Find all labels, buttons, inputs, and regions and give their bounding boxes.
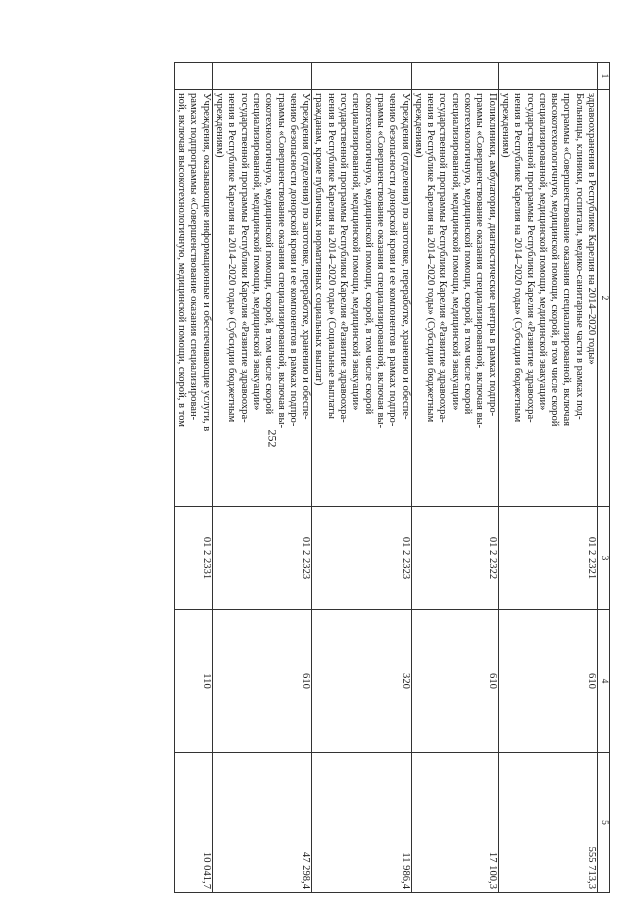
name-line: учреждениям) bbox=[412, 93, 424, 158]
name-line: Учреждения (отделения) по заготовке, переработке, хранению и обеспе- bbox=[399, 93, 411, 420]
table-row bbox=[498, 63, 597, 893]
name-line: специализированной, медицинской помощи, медицинской эвакуации» bbox=[449, 93, 461, 411]
row-sum-cell: 555 713,3 bbox=[498, 753, 597, 893]
name-line: специализированной, медицинской помощи, медицинской эвакуации» bbox=[350, 93, 362, 411]
name-line: высокотехнологичную, медицинской помощи, скорой, в том числе скорой bbox=[549, 93, 561, 427]
row-name-cell bbox=[212, 90, 311, 507]
row-name-cell bbox=[498, 90, 597, 507]
row-index-cell bbox=[212, 63, 311, 90]
budget-table bbox=[174, 62, 610, 893]
name-line: чению безопасности донорской крови и ее компонентов в рамках подпро- bbox=[387, 93, 399, 427]
name-line: нения в Республике Карелия на 2014–2020 годы» (Социальные выплаты bbox=[325, 93, 337, 419]
name-line: нения в Республике Карелия на 2014–2020 годы» (Субсидии бюджетным bbox=[226, 93, 238, 423]
name-line: граммы «Совершенствование оказания специализированной, включая вы- bbox=[275, 93, 287, 429]
row-type-cell: 610 bbox=[498, 610, 597, 753]
page-number: 252 bbox=[265, 429, 280, 448]
row-code-cell: 01 2 2331 bbox=[174, 507, 212, 610]
header-row bbox=[598, 63, 610, 893]
header-cell-3: 3 bbox=[598, 507, 610, 610]
name-line: Больницы, клиники, госпитали, медико-санитарные части в рамках под- bbox=[573, 93, 585, 420]
row-type-cell: 110 bbox=[174, 610, 212, 753]
header-cell-2: 2 bbox=[598, 90, 610, 507]
header-cell-1: 1 bbox=[598, 63, 610, 90]
name-line: ной, включая высокотехнологичную, медицинской помощи, скорой, в том bbox=[176, 93, 188, 427]
row-sum-cell: 10 041,7 bbox=[174, 753, 212, 893]
row-name-cell bbox=[312, 90, 411, 507]
name-line: сокотехнологичную, медицинской помощи, скорой, в том числе скорой bbox=[462, 93, 474, 415]
name-line: государственной программы Республики Карелия «Развитие здравоохра- bbox=[437, 93, 449, 423]
name-line: государственной программы Республики Карелия «Развитие здравоохра- bbox=[338, 93, 350, 423]
name-line: чению безопасности донорской крови и ее компонентов в рамках подпро- bbox=[287, 93, 299, 427]
name-line: нения в Республике Карелия на 2014–2020 годы» (Субсидии бюджетным bbox=[512, 93, 524, 423]
row-index-cell bbox=[411, 63, 498, 90]
row-code-cell: 01 2 2323 bbox=[312, 507, 411, 610]
name-line: гражданам, кроме публичных нормативных социальных выплат) bbox=[313, 93, 325, 386]
name-line: нения в Республике Карелия на 2014–2020 годы» (Субсидии бюджетным bbox=[425, 93, 437, 423]
name-line: рамках подпрограммы «Совершенствование оказания специализирован- bbox=[188, 93, 200, 421]
row-sum-cell: 17 100,3 bbox=[411, 753, 498, 893]
name-line: учреждениям) bbox=[214, 93, 226, 158]
name-line: государственной программы Республики Карелия «Развитие здравоохра- bbox=[238, 93, 250, 423]
row-index-cell bbox=[312, 63, 411, 90]
header-cell-4: 4 bbox=[598, 610, 610, 753]
row-index-cell bbox=[174, 63, 212, 90]
name-line: Учреждения (отделения) по заготовке, переработке, хранению и обеспе- bbox=[300, 93, 312, 420]
row-name-cell bbox=[411, 90, 498, 507]
name-line: граммы «Совершенствование оказания специализированной, включая вы- bbox=[474, 93, 486, 429]
name-line: здравоохранения в Республике Карелия на 2014–2020 годы» bbox=[586, 93, 597, 365]
table-row bbox=[212, 63, 311, 893]
table-row bbox=[411, 63, 498, 893]
name-line: специализированной, медицинской помощи, медицинской эвакуации» bbox=[536, 93, 548, 411]
table-body bbox=[174, 63, 609, 893]
row-sum-cell: 47 298,4 bbox=[212, 753, 311, 893]
name-line: программы «Совершенствование оказания специализированной, включая bbox=[561, 93, 573, 427]
name-line: государственной программы Республики Карелия «Развитие здравоохра- bbox=[524, 93, 536, 423]
header-cell-5: 5 bbox=[598, 753, 610, 893]
table-row bbox=[312, 63, 411, 893]
name-line: Учреждения, оказывающие информационные и обеспечивающие услуги, в bbox=[200, 93, 212, 432]
row-code-cell: 01 2 2322 bbox=[411, 507, 498, 610]
name-line: сокотехнологичную, медицинской помощи, скорой, в том числе скорой bbox=[263, 93, 275, 415]
row-type-cell: 610 bbox=[212, 610, 311, 753]
row-index-cell bbox=[498, 63, 597, 90]
name-line: граммы «Совершенствование оказания специализированной, включая вы- bbox=[374, 93, 386, 429]
row-code-cell: 01 2 2321 bbox=[498, 507, 597, 610]
name-line: Поликлиники, амбулатории, диагностические центры в рамках подпро- bbox=[486, 93, 498, 417]
table-row bbox=[174, 63, 212, 893]
row-type-cell: 320 bbox=[312, 610, 411, 753]
row-type-cell: 610 bbox=[411, 610, 498, 753]
name-line: сокотехнологичную, медицинской помощи, скорой, в том числе скорой bbox=[362, 93, 374, 415]
row-code-cell: 01 2 2323 bbox=[212, 507, 311, 610]
row-sum-cell: 11 986,4 bbox=[312, 753, 411, 893]
name-line: учреждениям) bbox=[499, 93, 511, 158]
name-line: специализированной, медицинской помощи, медицинской эвакуации» bbox=[250, 93, 262, 411]
rotated-table-container bbox=[82, 62, 610, 892]
row-name-cell bbox=[174, 90, 212, 507]
